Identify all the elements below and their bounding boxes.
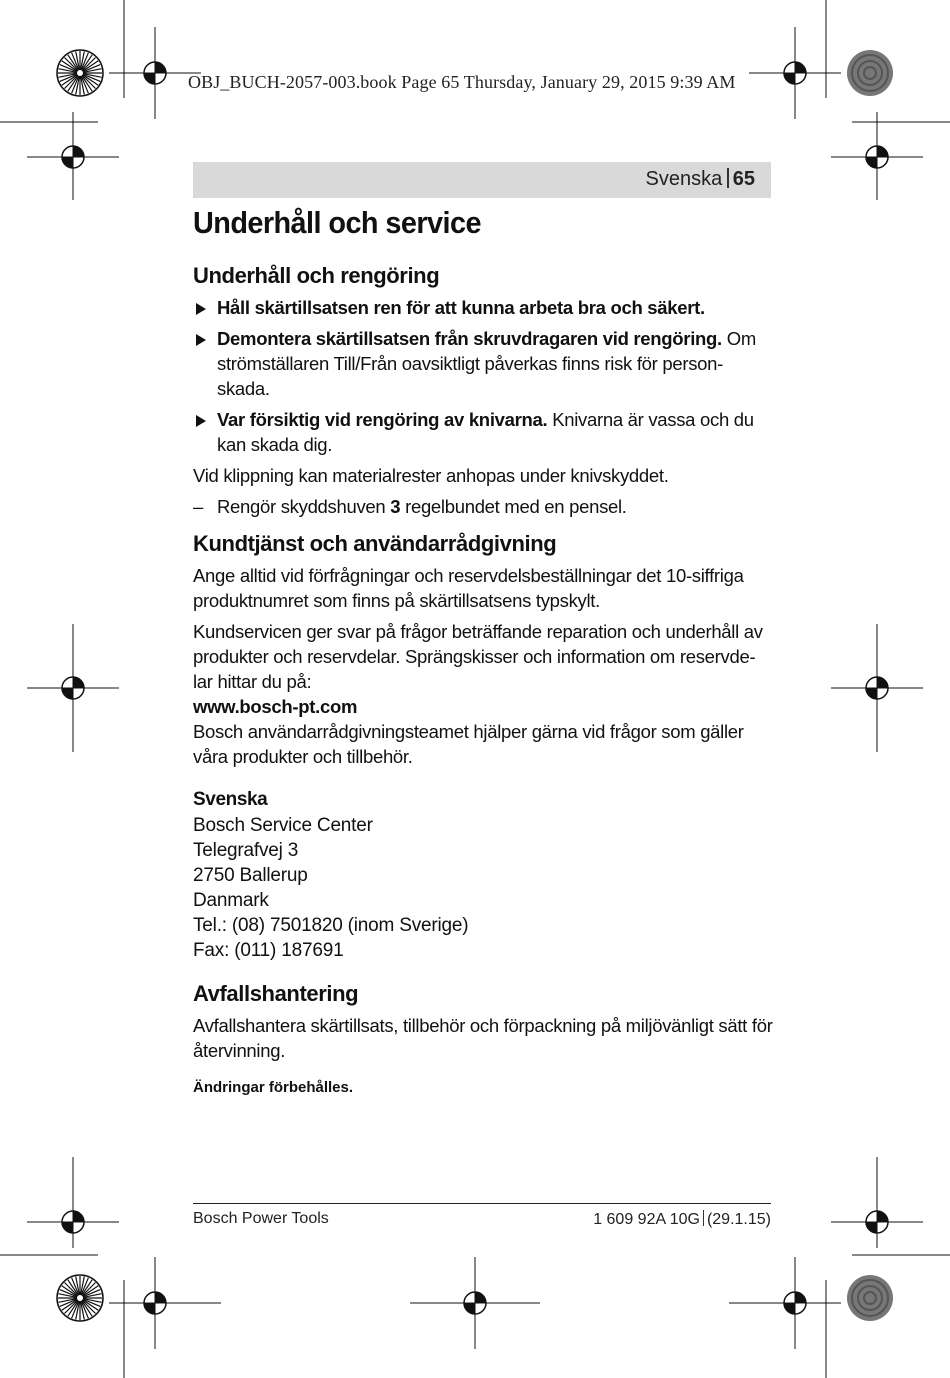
- print-slug: OBJ_BUCH-2057-003.book Page 65 Thursday, January 29, 2015 9:39 AM: [188, 72, 736, 92]
- bullet-bold-text: Håll skärtillsatsen ren för att kunna arbeta bra och säkert.: [217, 297, 705, 318]
- paragraph: Avfallshantera skärtillsats, tillbehör och förpackning på miljövänligt sätt för återvinning.: [193, 1015, 773, 1061]
- website-link[interactable]: www.bosch-pt.com: [193, 696, 358, 717]
- footer-doc-code: [593, 1210, 771, 1229]
- address-block: [193, 813, 773, 963]
- footer-separator: [703, 1210, 704, 1226]
- page-number: 65: [732, 168, 755, 190]
- triangle-bullet-icon: [196, 303, 206, 315]
- dash-item: [193, 494, 773, 519]
- footer-code: 1 609 92A 10G: [593, 1211, 700, 1228]
- address-line: Danmark: [193, 890, 269, 911]
- page-header: [193, 162, 771, 198]
- header-language: Svenska: [645, 168, 723, 190]
- address-line: Bosch Service Center: [193, 815, 373, 836]
- address-line: Telegrafvej 3: [193, 840, 299, 861]
- change-notice: Ändringar förbehålles.: [193, 1079, 354, 1096]
- dash-text-pre: Rengör skyddshuven: [217, 496, 391, 517]
- section-heading-disposal: Avfallshantering: [193, 981, 359, 1006]
- page-content: [193, 205, 773, 1096]
- address-line: 2750 Ballerup: [193, 865, 308, 886]
- dash-symbol: –: [193, 496, 203, 517]
- part-number: 3: [390, 496, 401, 517]
- safety-bullet: [193, 326, 773, 401]
- phone-line: Tel.: (08) 7501820 (inom Sverige): [193, 915, 469, 936]
- bullet-text: Om strömställaren Till/Från oavsiktligt påverkas finns risk för person-skada.: [217, 328, 756, 399]
- safety-bullet: [193, 407, 773, 457]
- footer-brand: Bosch Power Tools: [193, 1210, 329, 1227]
- section-heading-maintenance: Underhåll och rengöring: [193, 263, 440, 288]
- bullet-bold-text: Demontera skärtillsatsen från skruvdragaren vid rengöring.: [217, 328, 722, 349]
- page-title: Underhåll och service: [193, 205, 481, 240]
- triangle-bullet-icon: [196, 334, 206, 346]
- footer-date: (29.1.15): [706, 1211, 771, 1228]
- paragraph: Vid klippning kan materialrester anhopas under knivskyddet.: [193, 465, 669, 486]
- section-heading-customer-service: Kundtjänst och användarrådgivning: [193, 531, 557, 556]
- footer-rule: [193, 1203, 771, 1204]
- paragraph: Ange alltid vid förfrågningar och reservdelsbeställningar det 10-siffriga produktnumret som finns på skärtillsatsens typskylt.: [193, 565, 744, 611]
- bullet-bold-text: Var försiktig vid rengöring av knivarna.: [217, 409, 548, 430]
- triangle-bullet-icon: [196, 415, 206, 427]
- paragraph-text: Bosch användarrådgivningsteamet hjälper gärna vid frågor som gäller våra produkter och tillbehör.: [193, 721, 744, 767]
- dash-text-post: regelbundet med en pensel.: [400, 496, 627, 517]
- header-separator: [727, 168, 729, 188]
- address-country: Svenska: [193, 789, 268, 810]
- bullet-text: Knivarna är vassa och du kan skada dig.: [217, 409, 754, 455]
- paragraph: [193, 619, 773, 769]
- safety-bullet: [193, 295, 773, 320]
- fax-line: Fax: (011) 187691: [193, 940, 344, 961]
- paragraph-text: Kundservicen ger svar på frågor beträffande reparation och underhåll av produkter och reservdelar. Sprängskisser och information om reservde-lar hittar du på:: [193, 621, 763, 692]
- header-label: [646, 168, 755, 191]
